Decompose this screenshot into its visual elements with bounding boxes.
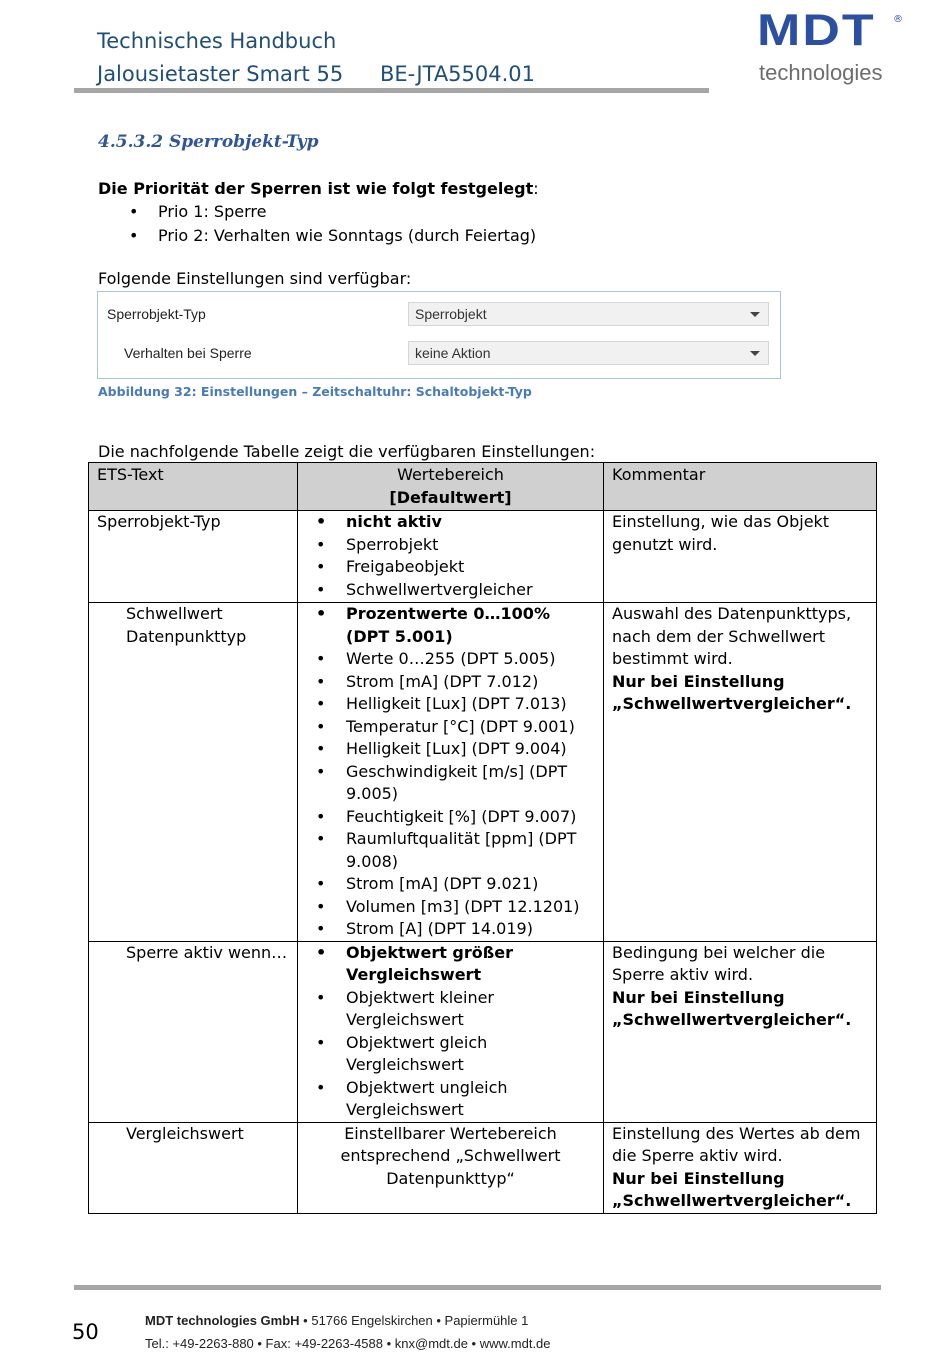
header-kommentar — [604, 463, 877, 511]
list-item: • Objektwert kleiner Vergleichswert — [346, 987, 595, 1032]
header-ets-text-label: ETS-Text — [97, 465, 164, 484]
footer-contact: Tel.: +49-2263-880 • Fax: +49-2263-4588 • knx@mdt.de • www.mdt.de — [145, 1336, 551, 1351]
dropdown-value: keine Aktion — [415, 345, 491, 361]
list-item: • nicht aktiv — [346, 511, 595, 534]
header-title: Technisches Handbuch — [97, 29, 337, 53]
values-cell — [298, 1122, 604, 1213]
ets-text: Vergleichswert — [126, 1123, 244, 1143]
comment-text: Auswahl des Datenpunkttyps, nach dem der Schwellwert bestimmt wird. — [612, 604, 852, 668]
ets-cell — [89, 941, 298, 1122]
page-number: 50 — [72, 1320, 99, 1344]
list-item: • Helligkeit [Lux] (DPT 9.004) — [346, 738, 595, 761]
table-header-row — [89, 463, 877, 511]
value-range-text: Einstellbarer Wertebereich entsprechend „Schwellwert Datenpunkttyp“ — [340, 1123, 561, 1188]
header-ets-text — [89, 463, 298, 511]
list-item: • Strom [mA] (DPT 7.012) — [346, 671, 595, 694]
header-rule — [74, 88, 709, 93]
comment-text: Bedingung bei welcher die Sperre aktiv wird. — [612, 942, 826, 984]
list-item: • Feuchtigkeit [%] (DPT 9.007) — [346, 806, 595, 829]
list-item: • Sperrobjekt — [346, 534, 595, 557]
list-item: • Strom [A] (DPT 14.019) — [346, 918, 595, 941]
values-cell — [298, 511, 604, 603]
comment-cell — [604, 511, 877, 603]
priority-item-text: Prio 2: Verhalten wie Sonntags (durch Feiertag) — [158, 226, 537, 245]
section-title: 4.5.3.2 Sperrobjekt-Typ — [98, 132, 319, 152]
figure-caption: Abbildung 32: Einstellungen – Zeitschaltuhr: Schaltobjekt-Typ — [98, 384, 532, 399]
settings-panel — [97, 291, 781, 379]
priority-intro-bold: Die Priorität der Sperren ist wie folgt festgelegt — [98, 179, 534, 198]
values-cell — [298, 941, 604, 1122]
table-row — [89, 1122, 877, 1213]
list-item: • Freigabeobjekt — [346, 556, 595, 579]
comment-note: Nur bei Einstellung „Schwellwertvergleicher“. — [612, 1168, 852, 1210]
table-row — [89, 511, 877, 603]
values-cell — [298, 603, 604, 942]
list-item: • Helligkeit [Lux] (DPT 7.013) — [346, 693, 595, 716]
list-item: • Temperatur [°C] (DPT 9.001) — [346, 716, 595, 739]
list-item: • Schwellwertvergleicher — [346, 579, 595, 602]
footer-address-line — [145, 1313, 528, 1328]
comment-text: Einstellung, wie das Objekt genutzt wird. — [612, 512, 830, 554]
header-kommentar-label: Kommentar — [612, 465, 706, 484]
ets-cell — [89, 1122, 298, 1213]
priority-intro — [98, 177, 539, 200]
setting-label-sperrobjekt-typ: Sperrobjekt-Typ — [107, 306, 206, 322]
list-item: • Volumen [m3] (DPT 12.1201) — [346, 896, 595, 919]
header-product: Jalousietaster Smart 55 — [97, 62, 344, 86]
comment-cell — [604, 603, 877, 942]
bullet-icon: • — [129, 226, 139, 245]
ets-cell — [89, 511, 298, 603]
header-doc-code: BE-JTA5504.01 — [380, 62, 536, 86]
comment-cell — [604, 941, 877, 1122]
list-item: • Geschwindigkeit [m/s] (DPT 9.005) — [346, 761, 595, 806]
dropdown-value: Sperrobjekt — [415, 306, 487, 322]
setting-label-verhalten-bei-sperre: Verhalten bei Sperre — [124, 345, 252, 361]
list-item: • Strom [mA] (DPT 9.021) — [346, 873, 595, 896]
list-item: • Raumluftqualität [ppm] (DPT 9.008) — [346, 828, 595, 873]
priority-intro-colon: : — [533, 179, 539, 198]
comment-cell — [604, 1122, 877, 1213]
mdt-logo: MDT — [757, 6, 876, 56]
ets-text: Sperrobjekt-Typ — [97, 512, 221, 531]
ets-cell — [89, 603, 298, 942]
comment-text: Einstellung des Wertes ab dem die Sperre aktiv wird. — [612, 1123, 861, 1165]
verhalten-bei-sperre-dropdown[interactable] — [408, 341, 769, 365]
list-item: • Prozentwerte 0…100% (DPT 5.001) — [346, 603, 595, 648]
available-settings-text: Folgende Einstellungen sind verfügbar: — [98, 269, 412, 288]
ets-text: Schwellwert Datenpunkttyp — [126, 604, 247, 646]
priority-item — [129, 224, 537, 247]
priority-item-text: Prio 1: Sperre — [158, 202, 267, 221]
table-row — [89, 603, 877, 942]
comment-note: Nur bei Einstellung „Schwellwertvergleicher“. — [612, 671, 852, 713]
logo-subtitle: technologies — [759, 60, 883, 85]
footer-address: • 51766 Engelskirchen • Papiermühle 1 — [299, 1313, 529, 1328]
list-item: • Werte 0…255 (DPT 5.005) — [346, 648, 595, 671]
chevron-down-icon — [750, 351, 760, 356]
header-defaultwert-label: [Defaultwert] — [389, 487, 512, 507]
settings-table — [88, 462, 877, 1214]
bullet-icon: • — [129, 202, 139, 221]
footer-rule — [74, 1285, 881, 1290]
footer-company: MDT technologies GmbH — [145, 1313, 300, 1328]
priority-item — [129, 200, 267, 223]
chevron-down-icon — [750, 312, 760, 317]
logo-registered-mark: ® — [893, 14, 903, 25]
list-item: • Objektwert größer Vergleichswert — [346, 942, 595, 987]
table-row — [89, 941, 877, 1122]
sperrobjekt-typ-dropdown[interactable] — [408, 302, 769, 326]
ets-text: Sperre aktiv wenn… — [126, 942, 288, 962]
comment-note: Nur bei Einstellung „Schwellwertvergleicher“. — [612, 987, 852, 1029]
list-item: • Objektwert ungleich Vergleichswert — [346, 1077, 595, 1122]
header-wertebereich-label: Wertebereich — [397, 465, 504, 484]
header-wertebereich — [298, 463, 604, 511]
table-intro: Die nachfolgende Tabelle zeigt die verfügbaren Einstellungen: — [98, 442, 596, 461]
list-item: • Objektwert gleich Vergleichswert — [346, 1032, 595, 1077]
